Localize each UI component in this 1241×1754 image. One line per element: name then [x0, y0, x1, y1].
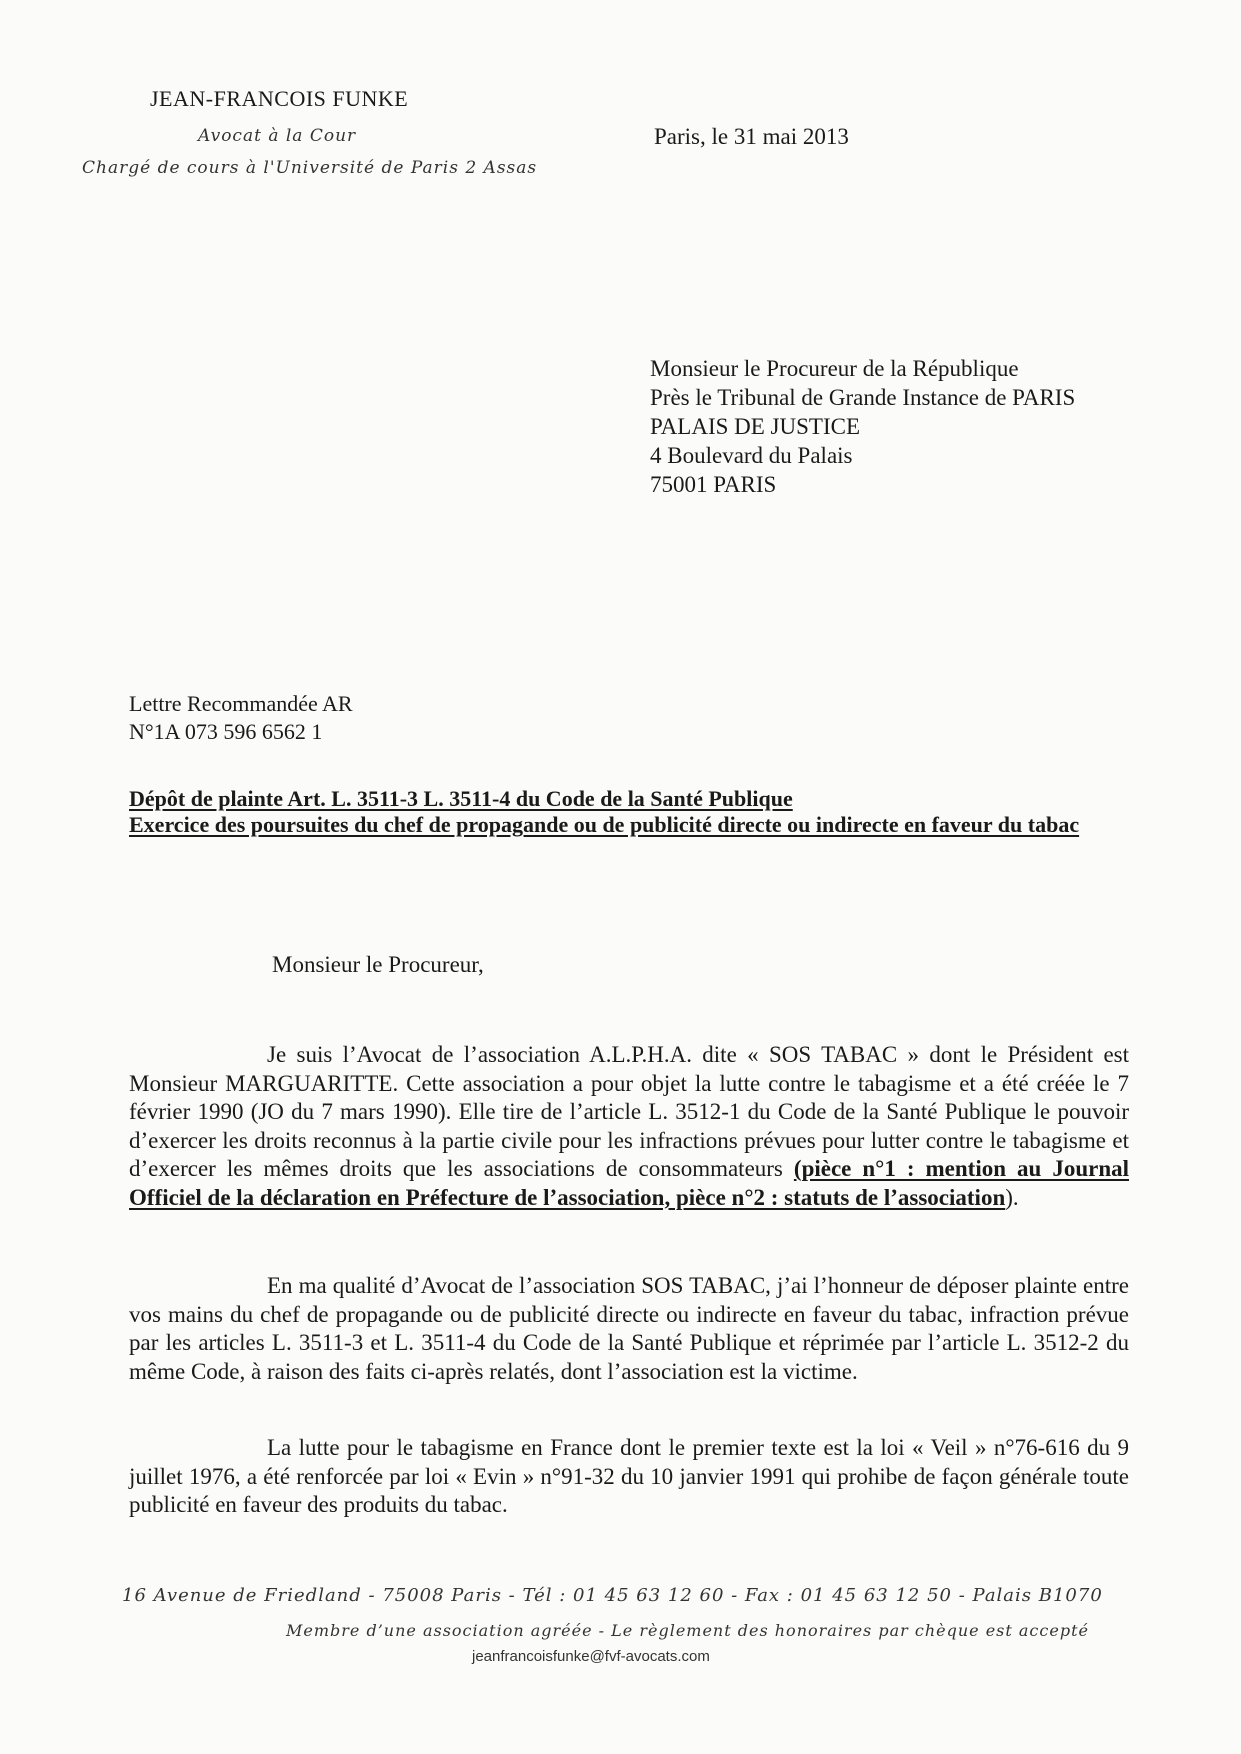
place-date: Paris, le 31 mai 2013 [654, 124, 849, 149]
recipient-line: 75001 PARIS [650, 472, 777, 497]
mail-type: Lettre Recommandée AR [129, 691, 353, 716]
exhibit-reference: (pièce n°1 : mention au Journal Officiel de la déclaration en Préfecture de l’association, pièce n°2 : statuts de l’association [129, 1156, 1130, 1210]
lawyer-title: Avocat à la Cour [198, 126, 357, 146]
lawyer-name: JEAN-FRANCOIS FUNKE [150, 86, 409, 111]
recipient-block [650, 354, 1075, 499]
salutation: Monsieur le Procureur, [272, 952, 484, 977]
recipient-line: 4 Boulevard du Palais [650, 443, 853, 468]
paragraph: En ma qualité d’Avocat de l’association SOS TABAC, j’ai l’honneur de déposer plainte entre vos mains du chef de propagande ou de publicité directe ou indirecte en faveur du tabac, infraction prévue par les articles L. 3511-3 et L. 3511-4 du Code de la Santé Publique et réprimée par l’article L. 3512-2 du même Code, à raison des faits ci-après relatés, dont l’association est la victime. [129, 1273, 1129, 1384]
paragraph-text: Je suis l’Avocat de l’association A.L.P.H.A. dite « SOS TABAC » dont le Président est Monsieur MARGUARITTE. Cette association a pour objet la lutte contre le tabagisme et a été créée le 7 février 1990 (JO du 7 mars 1990). Elle tire de l’article L. 3512-1 du Code de la Santé Publique le pouvoir d’exercer les droits reconnus à la partie civile pour les infractions prévues pour lutter contre le tabagisme et d’exercer les mêmes droits que les associations de consommateurs [129, 1042, 1129, 1181]
lawyer-lecturer: Chargé de cours à l'Université de Paris 2 Assas [82, 158, 538, 178]
subject-line: Dépôt de plainte Art. L. 3511-3 L. 3511-4 du Code de la Santé Publique [129, 786, 793, 811]
paragraph: La lutte pour le tabagisme en France dont le premier texte est la loi « Veil » n°76-616 du 9 juillet 1976, a été renforcée par loi « Evin » n°91-32 du 10 janvier 1991 qui prohibe de façon générale toute publicité en faveur des produits du tabac. [129, 1435, 1129, 1517]
mail-number: N°1A 073 596 6562 1 [129, 719, 323, 744]
subject-line: Exercice des poursuites du chef de propagande ou de publicité directe ou indirecte en faveur du tabac [129, 812, 1080, 837]
recipient-line: Près le Tribunal de Grande Instance de PARIS [650, 385, 1076, 410]
subject-block [129, 786, 1129, 838]
footer-member-note: Membre d’une association agréée - Le règlement des honoraires par chèque est accepté [286, 1621, 1089, 1640]
footer-email: jeanfrancoisfunke@fvf-avocats.com [472, 1648, 710, 1665]
paragraph-text: ). [1005, 1184, 1019, 1210]
recipient-line: Monsieur le Procureur de la République [650, 356, 1019, 381]
footer-address: 16 Avenue de Friedland - 75008 Paris - Tél : 01 45 63 12 60 - Fax : 01 45 63 12 50 - Palais B1070 [122, 1585, 1103, 1606]
recipient-line: PALAIS DE JUSTICE [650, 414, 861, 439]
paragraph [129, 1041, 1129, 1212]
registered-mail-info [129, 690, 353, 746]
